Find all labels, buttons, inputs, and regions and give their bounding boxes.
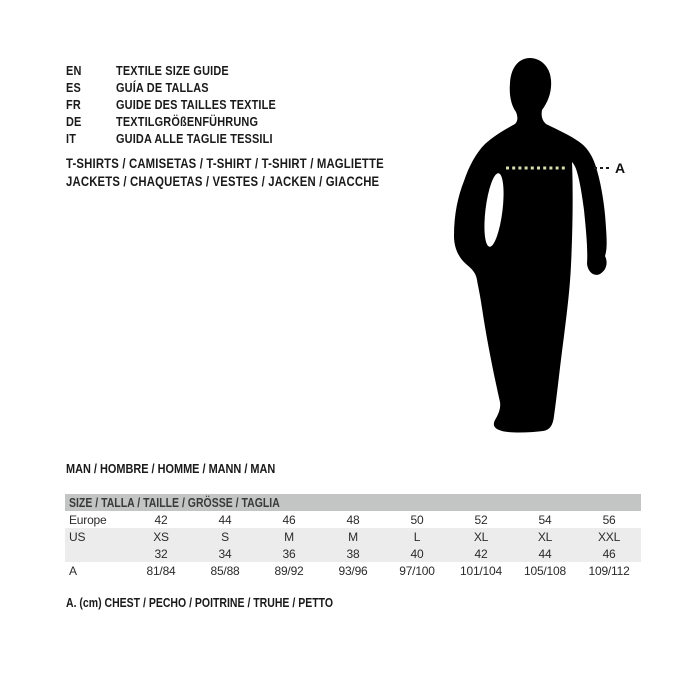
language-row	[66, 79, 306, 96]
size-table-row	[65, 511, 641, 528]
size-cell: 89/92	[274, 563, 304, 578]
measurement-footnote	[66, 596, 384, 610]
size-cell: 52	[474, 512, 488, 527]
size-table-header-text: SIZE / TALLA / TAILLE / GRÖSSE / TAGLIA	[69, 495, 280, 510]
language-row	[66, 130, 306, 147]
size-table-row	[65, 545, 641, 562]
size-cell: 42	[474, 546, 488, 561]
size-cell: 109/112	[588, 563, 630, 578]
size-table-row	[65, 528, 641, 545]
size-cell: 42	[154, 512, 168, 527]
size-cell: 97/100	[399, 563, 435, 578]
size-cell: S	[221, 529, 229, 544]
size-cell: XXL	[598, 529, 621, 544]
table-section-title	[66, 461, 315, 476]
size-cell: 32	[154, 546, 168, 561]
category-line-tshirts-text: T-SHIRTS / CAMISETAS / T-SHIRT / T-SHIRT / MAGLIETTE	[66, 156, 384, 171]
size-row-label: US	[69, 529, 86, 544]
size-cell: 50	[410, 512, 424, 527]
language-label: TEXTILGRÖßENFÜHRUNG	[116, 114, 259, 129]
size-cell: 44	[218, 512, 232, 527]
size-cell: 105/108	[524, 563, 566, 578]
size-row-label	[65, 545, 129, 562]
size-cell: 101/104	[460, 563, 502, 578]
size-cell: 93/96	[338, 563, 368, 578]
man-silhouette-figure	[430, 50, 650, 450]
size-cell: M	[284, 529, 294, 544]
size-row-label: Europe	[69, 512, 107, 527]
size-cell: XL	[473, 529, 489, 544]
size-cell: 54	[538, 512, 552, 527]
size-cell: 44	[538, 546, 552, 561]
measure-label-a: A	[615, 160, 626, 176]
category-line-jackets-text: JACKETS / CHAQUETAS / VESTES / JACKEN / GIACCHE	[66, 174, 380, 189]
language-label: GUIDE DES TAILLES TEXTILE	[116, 97, 276, 112]
size-cell: 85/88	[210, 563, 240, 578]
size-cell: 81/84	[146, 563, 176, 578]
language-code: IT	[66, 131, 77, 146]
size-cell: 36	[282, 546, 296, 561]
size-cell: L	[413, 529, 421, 544]
man-silhouette	[454, 58, 607, 433]
language-row	[66, 96, 306, 113]
measurement-footnote-text: A. (cm) CHEST / PECHO / POITRINE / TRUHE / PETTO	[66, 596, 334, 610]
category-line-tshirts	[66, 155, 444, 173]
language-label: TEXTILE SIZE GUIDE	[116, 63, 229, 78]
size-cell: 46	[602, 546, 616, 561]
size-table	[65, 494, 641, 579]
language-row	[66, 62, 306, 79]
language-list	[66, 62, 306, 147]
size-table-row	[65, 562, 641, 579]
category-block	[66, 155, 444, 191]
size-cell: 38	[346, 546, 360, 561]
table-section-title-text: MAN / HOMBRE / HOMME / MANN / MAN	[66, 461, 276, 476]
language-code: EN	[66, 63, 82, 78]
size-cell: XS	[153, 529, 169, 544]
size-cell: 34	[218, 546, 232, 561]
language-row	[66, 113, 306, 130]
language-code: FR	[66, 97, 81, 112]
language-label: GUIDA ALLE TAGLIE TESSILI	[116, 131, 273, 146]
language-label: GUÍA DE TALLAS	[116, 80, 209, 95]
category-line-jackets	[66, 173, 444, 191]
size-table-header	[65, 494, 641, 511]
size-row-label: A	[69, 563, 77, 578]
language-code: ES	[66, 80, 81, 95]
size-cell: M	[348, 529, 358, 544]
size-cell: 40	[410, 546, 424, 561]
size-cell: 48	[346, 512, 360, 527]
size-table-header-row	[65, 494, 641, 511]
language-code: DE	[66, 114, 82, 129]
size-cell: 56	[602, 512, 616, 527]
size-cell: 46	[282, 512, 296, 527]
size-cell: XL	[537, 529, 553, 544]
